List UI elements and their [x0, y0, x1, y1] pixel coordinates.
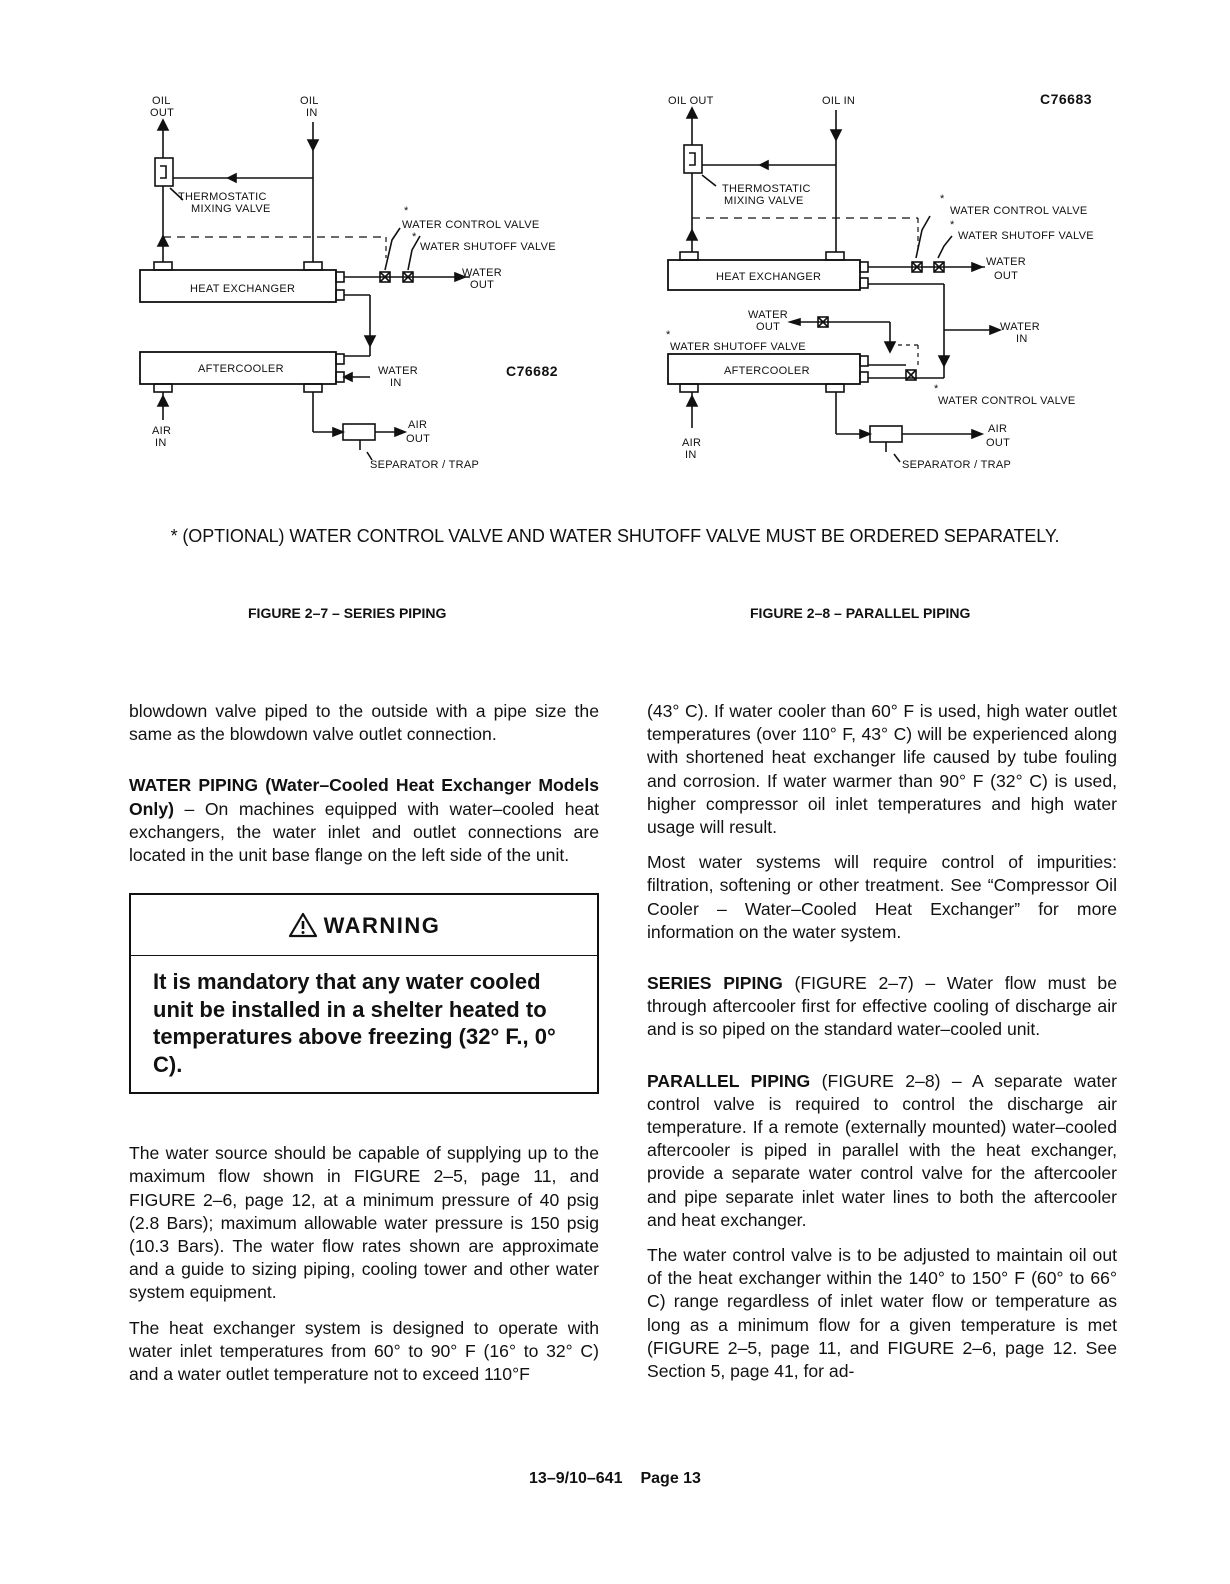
- air-in-label-right-1: AIR: [682, 437, 702, 449]
- warning-text: It is mandatory that any water cooled unit be installed in a shelter heated to temperatures above freezing (32° F., 0° C).: [153, 969, 556, 1077]
- heat-exchanger-label-right: HEAT EXCHANGER: [716, 271, 822, 283]
- oil-in-label-1: OIL: [300, 95, 319, 107]
- separator-label-right: SEPARATOR / TRAP: [902, 459, 1012, 471]
- water-shutoff-valve-label-right-top: WATER SHUTOFF VALVE: [958, 230, 1094, 242]
- air-out-label-2: OUT: [406, 433, 431, 445]
- figure-caption-parallel: FIGURE 2–8 – PARALLEL PIPING: [750, 605, 971, 621]
- water-piping-text: – On machines equipped with water–cooled heat exchangers, the water inlet and outlet connections are located in the unit base flange on the left side of the unit.: [129, 798, 599, 866]
- svg-text:*: *: [950, 219, 955, 231]
- air-in-label-right-2: IN: [685, 449, 697, 461]
- separator-label: SEPARATOR / TRAP: [370, 459, 480, 471]
- aftercooler-label: AFTERCOOLER: [198, 363, 284, 375]
- air-out-label-right-1: AIR: [988, 423, 1008, 435]
- air-out-label-1: AIR: [408, 419, 428, 431]
- water-control-valve-label-right-bottom: WATER CONTROL VALVE: [938, 395, 1076, 407]
- oil-out-label-2: OUT: [150, 107, 175, 119]
- series-piping-heading: SERIES PIPING: [647, 973, 783, 994]
- water-out-mid-label-2: OUT: [756, 321, 781, 333]
- water-out-top-label-1: WATER: [986, 256, 1026, 268]
- series-piping-text: (FIGURE 2–7) – Water flow must be through aftercooler first for effective cooling of discharge air and is so piped on the standard water–cooled unit.: [647, 973, 1117, 1040]
- series-piping-diagram: [0, 0, 600, 490]
- warning-triangle-icon: [288, 912, 318, 938]
- water-in-label-2: IN: [390, 377, 402, 389]
- thermostatic-label-right-2: MIXING VALVE: [724, 195, 804, 207]
- warning-header: [131, 895, 597, 956]
- water-in-label-right-2: IN: [1016, 333, 1028, 345]
- air-out-label-right-2: OUT: [986, 437, 1011, 449]
- thermostatic-label-1: THERMOSTATIC: [178, 191, 267, 203]
- optional-valve-note: * (OPTIONAL) WATER CONTROL VALVE AND WATER SHUTOFF VALVE MUST BE ORDERED SEPARATELY.: [170, 526, 1060, 546]
- oil-out-label-1: OIL: [152, 95, 171, 107]
- heat-exchanger-label: HEAT EXCHANGER: [190, 283, 296, 295]
- page-footer: [0, 1470, 1230, 1488]
- warning-title: WARNING: [323, 912, 441, 938]
- svg-text:*: *: [404, 205, 409, 217]
- separator-trap-symbol: [343, 424, 375, 440]
- document-number: 13–9/10–641: [529, 1470, 623, 1487]
- svg-text:*: *: [666, 329, 671, 341]
- warning-box: [129, 893, 599, 1094]
- parallel-piping-text: (FIGURE 2–8) – A separate water control valve is required to control the discharge air temperature. If a remote (externally mounted) water–cooled aftercooler is piped in parallel with the heat exchanger, provide a separate water control valve for the aftercooler and pipe separate inlet water lines to both the aftercooler and heat exchanger.: [647, 1070, 1118, 1230]
- parallel-piping-diagram: [610, 0, 1170, 490]
- left-text-column: [129, 700, 599, 1398]
- svg-text:*: *: [412, 231, 417, 243]
- figure-caption-series: FIGURE 2–7 – SERIES PIPING: [248, 605, 447, 621]
- svg-text:*: *: [934, 383, 939, 395]
- water-out-mid-label-1: WATER: [748, 309, 788, 321]
- water-out-label-2: OUT: [470, 279, 495, 291]
- paragraph-blowdown: blowdown valve piped to the outside with a pipe size the same as the blowdown valve outlet connection.: [129, 701, 599, 745]
- paragraph-series-piping: [647, 972, 1117, 1042]
- oil-out-label-right: OIL OUT: [668, 95, 714, 107]
- thermostatic-valve-body-right: [684, 145, 702, 173]
- aftercooler-label-right: AFTERCOOLER: [724, 365, 810, 377]
- paragraph-parallel-piping: [647, 1070, 1117, 1232]
- oil-in-label-right: OIL IN: [822, 95, 856, 107]
- paragraph-valve-adjustment: The water control valve is to be adjusted to maintain oil out of the heat exchanger within the 140° to 150° F (60° to 66° C) range regardless of inlet water flow or temperature as long as a minimum flow for a given temperature is met (FIGURE 2–5, page 11, and FIGURE 2–6, page 12. See Section 5, page 41, for ad-: [647, 1245, 1117, 1382]
- water-shutoff-valve-label-right-mid: WATER SHUTOFF VALVE: [670, 341, 806, 353]
- water-control-valve-label-right-top: WATER CONTROL VALVE: [950, 205, 1088, 217]
- water-out-top-label-2: OUT: [994, 270, 1019, 282]
- figure-code-left: C76682: [506, 363, 559, 379]
- thermostatic-label-2: MIXING VALVE: [191, 203, 271, 215]
- thermostatic-valve-body: [155, 158, 173, 186]
- thermostatic-label-right-1: THERMOSTATIC: [722, 183, 811, 195]
- svg-text:*: *: [940, 193, 945, 205]
- paragraph-impurities: Most water systems will require control of impurities: filtration, softening or other treatment. See “Compressor Oil Cooler – Water–Cooled Heat Exchanger” for more information on the water system.: [647, 852, 1117, 942]
- page-number: Page 13: [640, 1470, 701, 1487]
- air-in-label-2: IN: [155, 437, 167, 449]
- right-text-column: [647, 700, 1117, 1395]
- water-out-label-1: WATER: [462, 267, 502, 279]
- paragraph-water-source: The water source should be capable of supplying up to the maximum flow shown in FIGURE 2–5, page 11, and FIGURE 2–6, page 12, at a minimum pressure of 40 psig (2.8 Bars); maximum allowable water pressure is 150 psig (10.3 Bars). The water flow rates shown are approximate and a guide to sizing piping, cooling tower and other water system equipment.: [129, 1143, 599, 1303]
- water-in-label-1: WATER: [378, 365, 418, 377]
- parallel-piping-heading: PARALLEL PIPING: [647, 1070, 811, 1091]
- air-in-label-1: AIR: [152, 425, 172, 437]
- water-in-label-right-1: WATER: [1000, 321, 1040, 333]
- water-control-valve-label: WATER CONTROL VALVE: [402, 219, 540, 231]
- paragraph-water-piping: [129, 774, 599, 867]
- paragraph-design-temps: The heat exchanger system is designed to operate with water inlet temperatures from 60° to 90° F (16° to 32° C) and a water outlet temperature not to exceed 110°F: [129, 1317, 599, 1385]
- water-shutoff-valve-label: WATER SHUTOFF VALVE: [420, 241, 556, 253]
- paragraph-temperature-effects: (43° C). If water cooler than 60° F is used, high water outlet temperatures (over 110° F, 43° C) will be experienced along with shortened heat exchanger life caused by tube fouling and corrosion. If water warmer than 90° F (32° C) is used, higher compressor oil inlet temperatures and high water usage will result.: [647, 701, 1117, 838]
- oil-in-label-2: IN: [306, 107, 318, 119]
- separator-trap-symbol-right: [870, 426, 902, 442]
- figure-code-right: C76683: [1040, 91, 1093, 107]
- water-piping-heading: WATER PIPING (Water–Cooled Heat Exchanger Models Only): [129, 775, 599, 819]
